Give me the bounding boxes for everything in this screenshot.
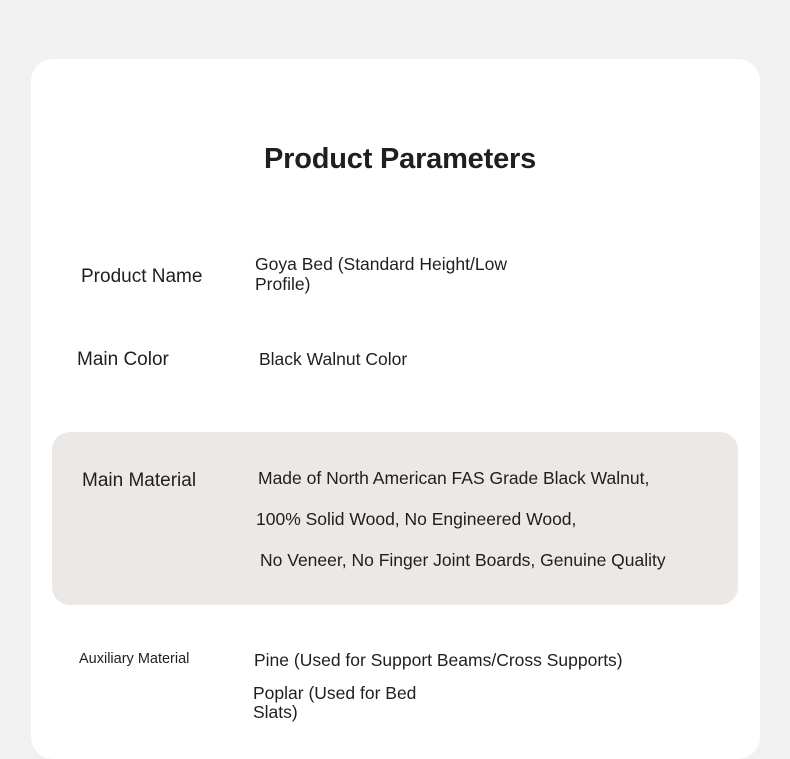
auxiliary-material-label: Auxiliary Material	[79, 651, 190, 667]
parameters-card	[31, 59, 760, 759]
main-material-line1: Made of North American FAS Grade Black Walnut,	[258, 468, 650, 488]
page-title: Product Parameters	[264, 143, 537, 175]
main-material-line3: No Veneer, No Finger Joint Boards, Genuine Quality	[260, 550, 666, 570]
product-name-value-line2: Profile)	[255, 274, 311, 294]
main-material-line2: 100% Solid Wood, No Engineered Wood,	[256, 509, 577, 529]
auxiliary-material-line1: Pine (Used for Support Beams/Cross Supports)	[254, 650, 623, 670]
main-color-value: Black Walnut Color	[259, 349, 408, 369]
main-material-label: Main Material	[82, 470, 197, 491]
auxiliary-material-line2a: Poplar (Used for Bed	[253, 683, 417, 703]
auxiliary-material-line2b: Slats)	[253, 702, 298, 722]
product-name-label: Product Name	[81, 266, 203, 287]
product-name-value-line1: Goya Bed (Standard Height/Low	[255, 254, 507, 274]
main-color-label: Main Color	[77, 349, 169, 370]
